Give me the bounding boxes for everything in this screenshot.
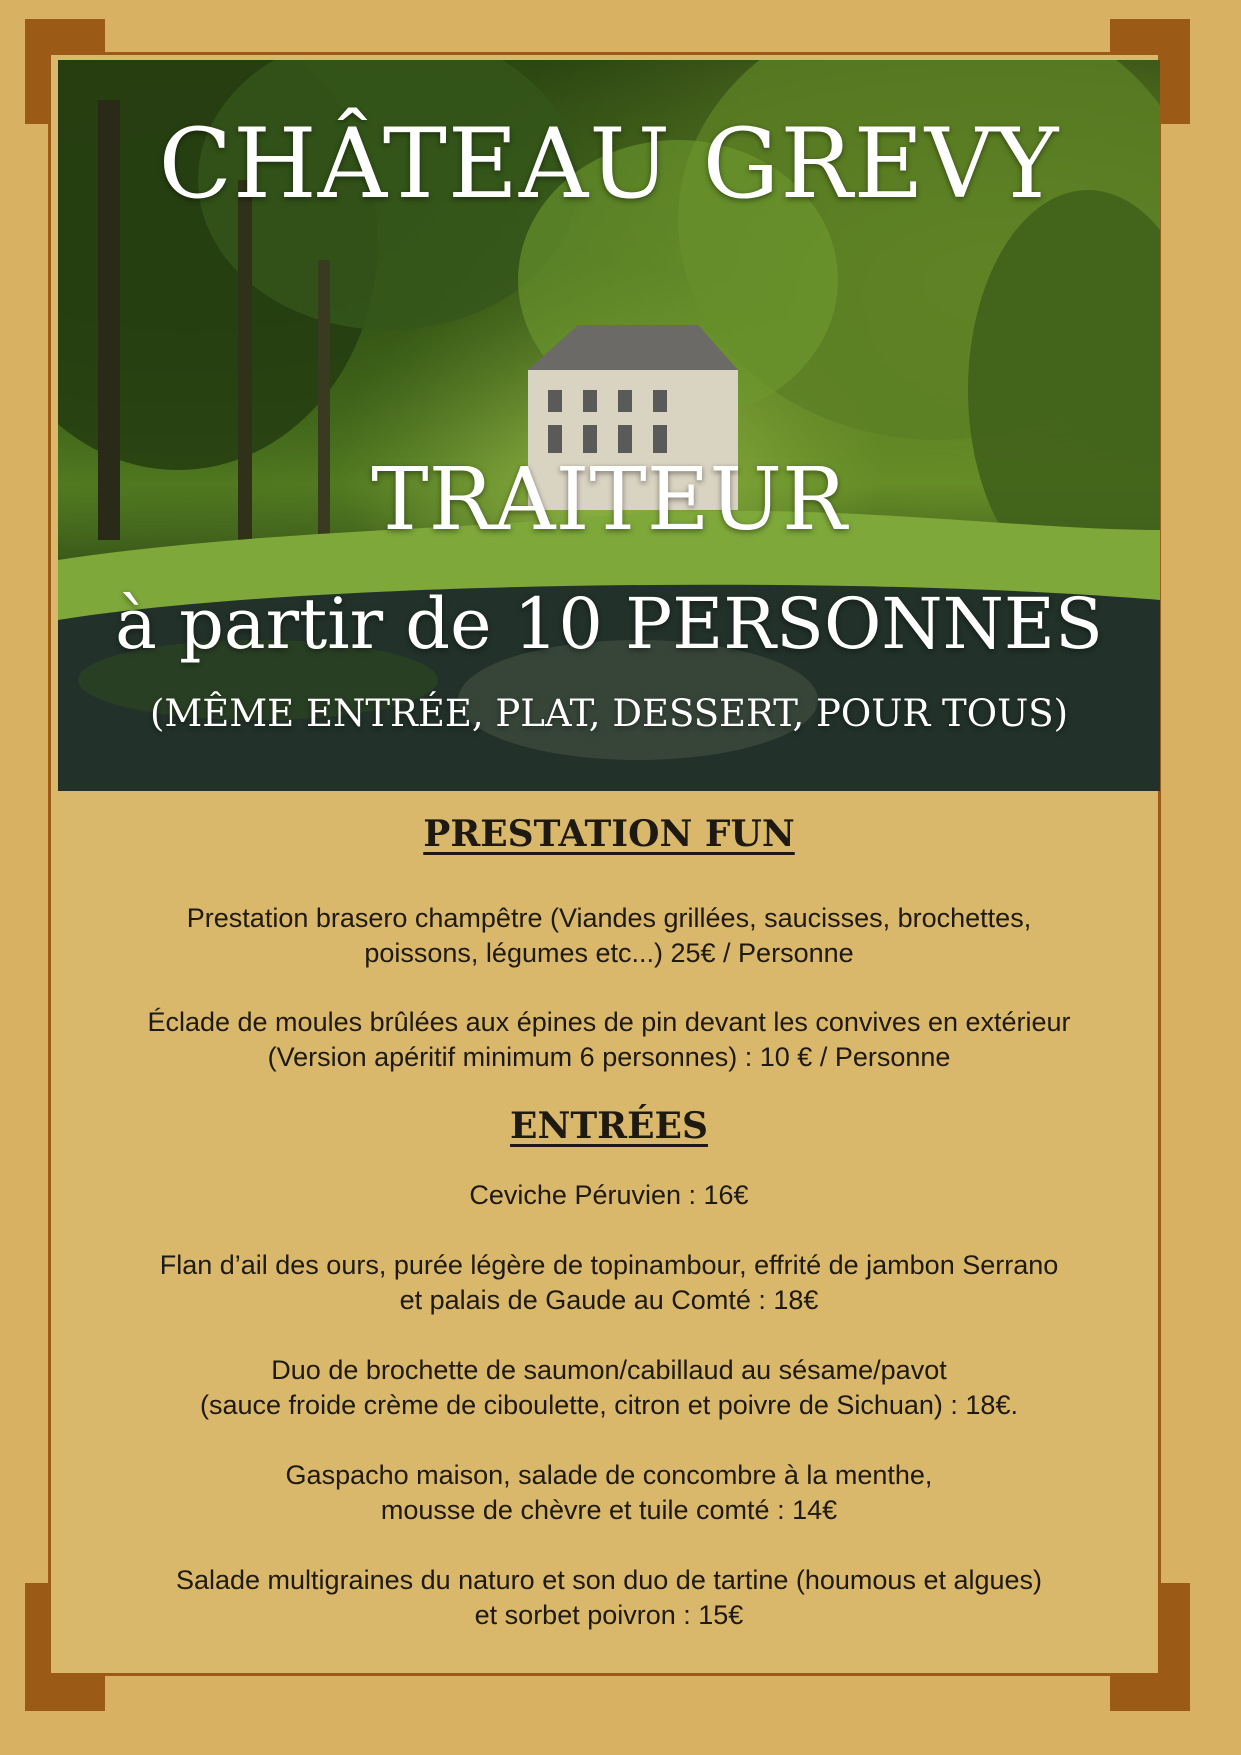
menu-item-line: Gaspacho maison, salade de concombre à la menthe,	[285, 1460, 933, 1491]
menu-item-line: (Version apéritif minimum 6 personnes) : 10 € / Personne	[267, 1042, 951, 1073]
menu-item-brochette	[58, 1353, 1160, 1423]
menu-item-line: poissons, légumes etc...) 25€ / Personne	[364, 938, 854, 969]
hero-subtitle-traiteur: TRAITEUR	[371, 450, 847, 550]
section-title-prestation-fun: PRESTATION FUN	[423, 813, 795, 855]
menu-item-eclade	[58, 1005, 1160, 1075]
menu-item-line: Prestation brasero champêtre (Viandes grillées, saucisses, brochettes,	[186, 903, 1032, 934]
menu-item-line: Éclade de moules brûlées aux épines de pin devant les convives en extérieur	[147, 1007, 1071, 1038]
menu-item-gaspacho	[58, 1458, 1160, 1528]
menu-item-salade	[58, 1563, 1160, 1633]
menu-item-line: Salade multigraines du naturo et son duo de tartine (houmous et algues)	[175, 1565, 1043, 1596]
hero-title: CHÂTEAU GREVY	[158, 108, 1060, 220]
section-title-entrees: ENTRÉES	[510, 1105, 708, 1148]
menu-item-ceviche	[58, 1178, 1160, 1213]
hero-subtitle-note: (MÊME ENTRÉE, PLAT, DESSERT, POUR TOUS)	[149, 692, 1069, 735]
menu-item-line: Ceviche Péruvien : 16€	[469, 1180, 749, 1211]
menu-item-line: Flan d’ail des ours, purée légère de topinambour, effrité de jambon Serrano	[159, 1250, 1059, 1281]
hero-image	[58, 60, 1160, 791]
menu-item-brasero	[58, 901, 1160, 971]
menu-item-line: Duo de brochette de saumon/cabillaud au sésame/pavot	[271, 1355, 947, 1386]
menu-item-line: et palais de Gaude au Comté : 18€	[399, 1285, 819, 1316]
menu-item-line: et sorbet poivron : 15€	[474, 1600, 744, 1631]
menu-item-flan	[58, 1248, 1160, 1318]
hero-subtitle-persons: à partir de 10 PERSONNES	[115, 583, 1103, 665]
menu-content	[58, 805, 1160, 1633]
menu-item-line: mousse de chèvre et tuile comté : 14€	[380, 1495, 838, 1526]
menu-item-line: (sauce froide crème de ciboulette, citron et poivre de Sichuan) : 18€.	[200, 1390, 1018, 1421]
